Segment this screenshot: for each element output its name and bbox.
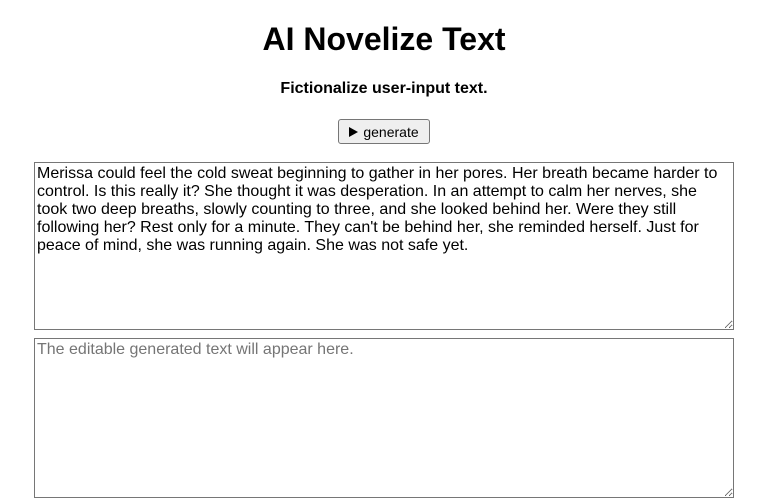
generate-button[interactable] xyxy=(338,119,430,144)
generate-button-label: generate xyxy=(363,123,419,140)
play-icon xyxy=(349,127,358,137)
output-textarea[interactable] xyxy=(34,338,734,498)
input-textarea[interactable] xyxy=(34,162,734,330)
page-subtitle: Fictionalize user-input text. xyxy=(280,80,488,97)
page-title: AI Novelize Text xyxy=(262,21,506,57)
